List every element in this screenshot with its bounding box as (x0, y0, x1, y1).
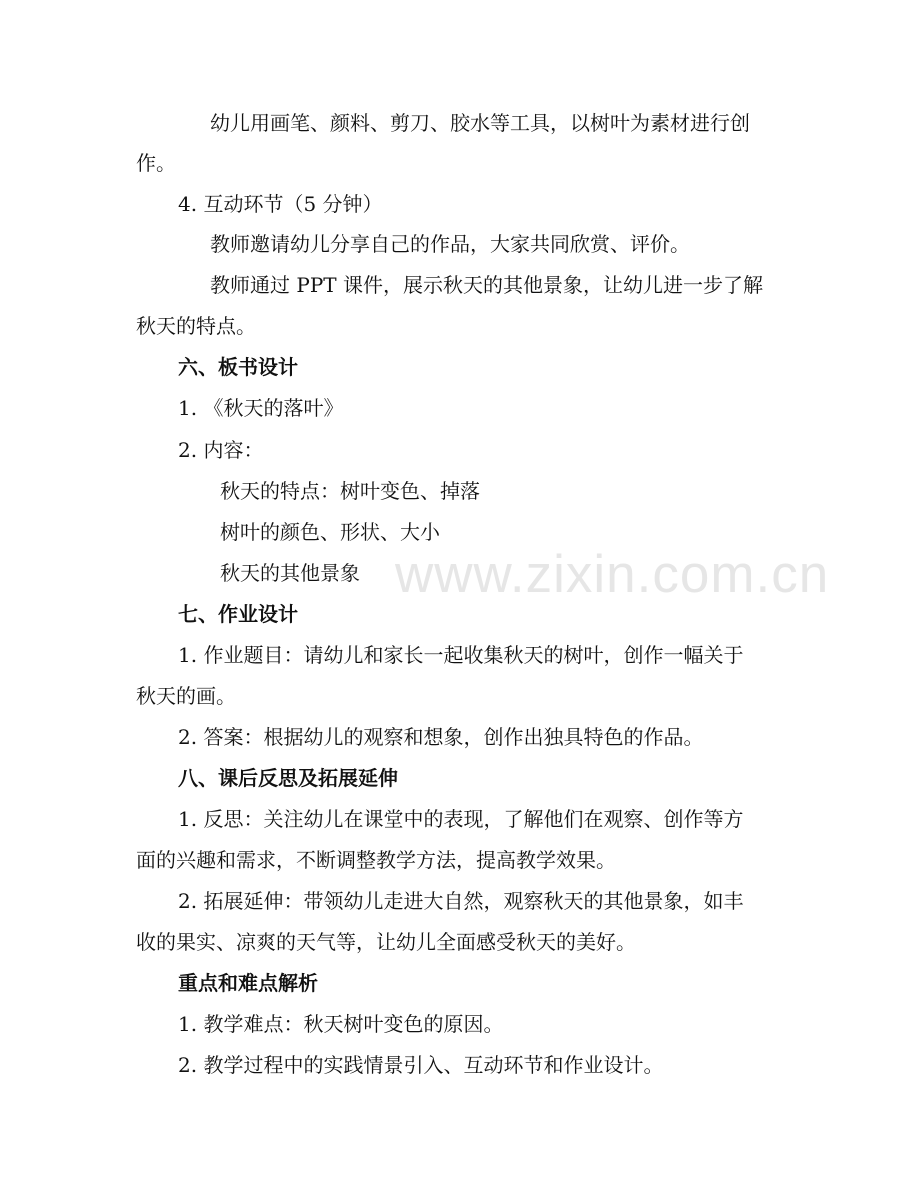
paragraph-line: 收的果实、凉爽的天气等，让幼儿全面感受秋天的美好。 (136, 930, 636, 954)
paragraph-line: 幼儿用画笔、颜料、剪刀、胶水等工具，以树叶为素材进行创 (210, 111, 750, 135)
list-item-heading: 4. 互动环节（5 分钟） (178, 192, 383, 216)
list-item: 1. 反思：关注幼儿在课堂中的表现，了解他们在观察、创作等方 (178, 807, 744, 831)
board-content-line: 树叶的颜色、形状、大小 (220, 520, 440, 544)
list-item: 2. 答案：根据幼儿的观察和想象，创作出独具特色的作品。 (178, 725, 704, 749)
section-heading-reflection: 八、课后反思及拓展延伸 (178, 766, 398, 790)
paragraph-line: 秋天的特点。 (136, 314, 256, 338)
section-heading-homework: 七、作业设计 (178, 602, 298, 626)
board-content-line: 秋天的特点：树叶变色、掉落 (220, 479, 480, 503)
paragraph-line: 教师邀请幼儿分享自己的作品，大家共同欣赏、评价。 (210, 232, 690, 256)
list-item: 2. 教学过程中的实践情景引入、互动环节和作业设计。 (178, 1053, 664, 1077)
paragraph-line: 作。 (136, 151, 176, 175)
list-item: 1. 《秋天的落叶》 (178, 396, 344, 420)
paragraph-line: 秋天的画。 (136, 684, 236, 708)
section-heading-key-points: 重点和难点解析 (178, 971, 318, 995)
board-content-line: 秋天的其他景象 (220, 561, 360, 585)
list-item: 2. 拓展延伸：带领幼儿走进大自然，观察秋天的其他景象，如丰 (178, 889, 744, 913)
watermark: www.zixin.com.cn (395, 545, 830, 604)
paragraph-line: 教师通过 PPT 课件，展示秋天的其他景象，让幼儿进一步了解 (210, 273, 763, 297)
list-item: 1. 作业题目：请幼儿和家长一起收集秋天的树叶，创作一幅关于 (178, 643, 744, 667)
list-item: 2. 内容： (178, 438, 264, 462)
list-item: 1. 教学难点：秋天树叶变色的原因。 (178, 1012, 504, 1036)
section-heading-board-design: 六、板书设计 (178, 355, 298, 379)
paragraph-line: 面的兴趣和需求，不断调整教学方法，提高教学效果。 (136, 848, 616, 872)
